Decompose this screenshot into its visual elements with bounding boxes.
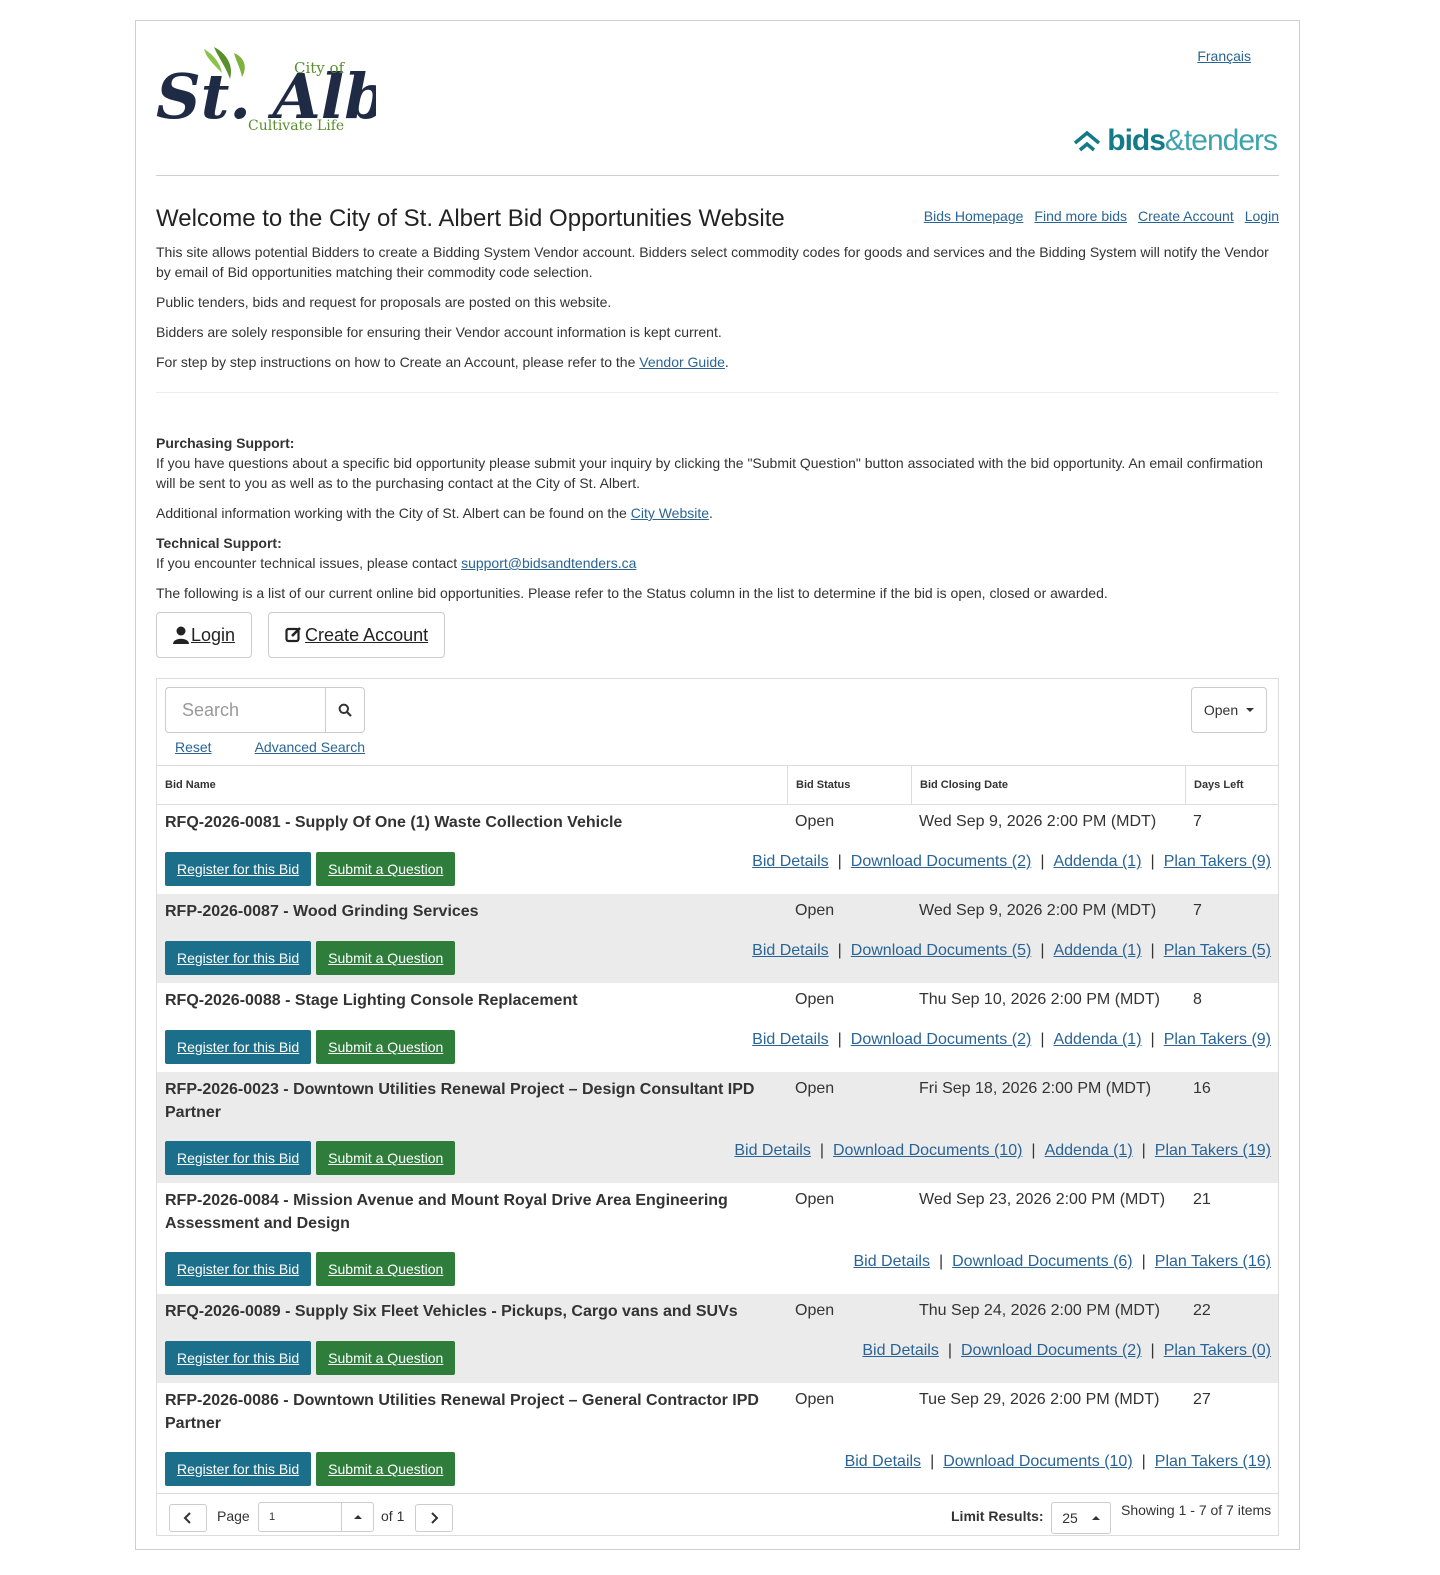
- bid-details-link[interactable]: Bid Details: [734, 1142, 811, 1159]
- row-links: [853, 1253, 1271, 1271]
- addenda-link[interactable]: Addenda (1): [1053, 1031, 1142, 1048]
- technical-support: [156, 533, 1279, 573]
- search-box: [165, 687, 365, 733]
- submit-question-label[interactable]: Submit a Question: [328, 1261, 444, 1277]
- submit-question-label[interactable]: Submit a Question: [328, 1461, 444, 1477]
- bid-status: Open: [795, 902, 835, 919]
- bid-status: Open: [795, 1080, 835, 1097]
- bid-name[interactable]: RFP-2026-0084 - Mission Avenue and Mount Royal Drive Area Engineering Assessment and Design: [165, 1192, 728, 1232]
- bid-name[interactable]: RFQ-2026-0089 - Supply Six Fleet Vehicles - Pickups, Cargo vans and SUVs: [165, 1303, 738, 1320]
- link-separator: |: [837, 942, 842, 959]
- link-separator: |: [930, 1453, 935, 1470]
- next-page-button[interactable]: [415, 1504, 453, 1532]
- link-separator: |: [1040, 853, 1045, 870]
- register-for-bid-label[interactable]: Register for this Bid: [177, 1461, 300, 1477]
- register-for-bid-label[interactable]: Register for this Bid: [177, 1039, 300, 1055]
- bid-status: Open: [795, 991, 835, 1008]
- link-separator: |: [1150, 942, 1155, 959]
- search-icon: [338, 703, 352, 717]
- page-number-value: 1: [269, 1511, 276, 1523]
- intro-paragraph-4: [156, 352, 1279, 372]
- bid-days-left: 16: [1193, 1080, 1211, 1097]
- create-account-button[interactable]: [268, 612, 445, 658]
- column-bid-status[interactable]: Bid Status: [787, 766, 911, 804]
- previous-page-button[interactable]: [169, 1504, 207, 1532]
- additional-info: [156, 503, 1279, 523]
- status-filter-dropdown[interactable]: [1191, 687, 1267, 733]
- page-title: Welcome to the City of St. Albert Bid Opportunities Website: [156, 205, 785, 232]
- city-website-link[interactable]: City Website: [630, 505, 710, 521]
- bid-details-link[interactable]: Bid Details: [752, 942, 829, 959]
- bid-closing-date: Fri Sep 18, 2026 2:00 PM (MDT): [919, 1080, 1152, 1097]
- bid-days-left: 22: [1193, 1302, 1211, 1319]
- download-documents-link[interactable]: Download Documents (6): [952, 1253, 1133, 1270]
- bid-list-intro: The following is a list of our current online bid opportunities. Please refer to the Status column in the list to determine if the bid is open, closed or awarded.: [156, 585, 1108, 601]
- link-separator: |: [837, 1031, 842, 1048]
- column-days-left[interactable]: Days Left: [1185, 766, 1278, 804]
- chevron-right-icon: [429, 1512, 439, 1524]
- search-links: [175, 739, 365, 755]
- download-documents-link[interactable]: Download Documents (2): [850, 1031, 1032, 1048]
- bid-days-left: 7: [1193, 902, 1202, 919]
- row-links: [752, 1031, 1271, 1049]
- register-for-bid-label[interactable]: Register for this Bid: [177, 1350, 300, 1366]
- row-actions: [165, 1341, 455, 1375]
- bid-days-left: 27: [1193, 1391, 1211, 1408]
- register-for-bid-label[interactable]: Register for this Bid: [177, 950, 300, 966]
- register-for-bid-button[interactable]: [165, 852, 311, 886]
- bid-details-link[interactable]: Bid Details: [853, 1253, 930, 1270]
- logo-tagline-text: Cultivate Life: [248, 118, 345, 133]
- table-row: [157, 1072, 1278, 1183]
- register-for-bid-button[interactable]: [165, 1252, 311, 1286]
- bid-closing-date: Wed Sep 9, 2026 2:00 PM (MDT): [919, 813, 1157, 830]
- page-spinner[interactable]: [341, 1503, 373, 1531]
- user-icon: [173, 626, 189, 644]
- link-separator: |: [837, 853, 842, 870]
- create-account-link[interactable]: Create Account: [1138, 208, 1234, 224]
- bid-status: Open: [795, 1191, 835, 1208]
- city-logo-graphic: [156, 43, 376, 133]
- link-separator: |: [1141, 1142, 1146, 1159]
- bid-details-link[interactable]: Bid Details: [862, 1342, 939, 1359]
- technical-support-prefix: If you encounter technical issues, please contact: [156, 555, 462, 571]
- bid-days-left: 7: [1193, 813, 1202, 830]
- row-links: [752, 942, 1271, 960]
- language-link[interactable]: Français: [1197, 48, 1251, 64]
- bid-closing-date: Wed Sep 23, 2026 2:00 PM (MDT): [919, 1191, 1166, 1208]
- limit-results-value: 25: [1062, 1510, 1078, 1526]
- row-actions: [165, 852, 455, 886]
- bid-details-link[interactable]: Bid Details: [844, 1453, 922, 1470]
- chevron-up-icon: [354, 1515, 362, 1519]
- register-for-bid-label[interactable]: Register for this Bid: [177, 1150, 300, 1166]
- submit-question-label[interactable]: Submit a Question: [328, 1039, 444, 1055]
- register-for-bid-label[interactable]: Register for this Bid: [177, 1261, 300, 1277]
- purchasing-support: [156, 433, 1279, 493]
- table-row: [157, 1183, 1278, 1294]
- page-label: Page: [217, 1508, 250, 1524]
- download-documents-link[interactable]: Download Documents (5): [850, 942, 1032, 959]
- table-row: [157, 1383, 1278, 1493]
- plan-takers-link[interactable]: Plan Takers (5): [1163, 942, 1271, 959]
- bid-status: Open: [795, 1391, 835, 1408]
- plan-takers-link[interactable]: Plan Takers (16): [1154, 1253, 1271, 1270]
- submit-question-button[interactable]: [316, 1141, 455, 1175]
- bt-tenders-word: &tenders: [1164, 124, 1277, 157]
- link-separator: |: [1141, 1453, 1146, 1470]
- row-links: [845, 1453, 1271, 1471]
- account-buttons: [156, 612, 445, 658]
- bid-closing-date: Thu Sep 24, 2026 2:00 PM (MDT): [919, 1302, 1160, 1319]
- link-separator: |: [1150, 1342, 1155, 1359]
- submit-question-label[interactable]: Submit a Question: [328, 950, 444, 966]
- vendor-guide-link[interactable]: Vendor Guide: [639, 354, 725, 370]
- bid-days-left: 8: [1193, 991, 1202, 1008]
- bids-homepage-link[interactable]: Bids Homepage: [923, 208, 1024, 224]
- link-separator: |: [1150, 853, 1155, 870]
- plan-takers-link[interactable]: Plan Takers (9): [1163, 853, 1271, 870]
- register-for-bid-button[interactable]: [165, 1341, 311, 1375]
- link-separator: |: [1040, 1031, 1045, 1048]
- vendor-guide-suffix: .: [724, 354, 729, 370]
- page-frame: [135, 20, 1300, 1550]
- search-input[interactable]: Search: [165, 687, 325, 733]
- submit-question-button[interactable]: [316, 941, 455, 975]
- table-row: [157, 805, 1278, 894]
- grid-toolbar: [157, 679, 1278, 765]
- support-section: [156, 433, 1279, 613]
- bids-grid: [156, 678, 1279, 1536]
- link-separator: |: [947, 1342, 952, 1359]
- bid-name[interactable]: RFQ-2026-0081 - Supply Of One (1) Waste Collection Vehicle: [165, 814, 623, 831]
- bid-details-link[interactable]: Bid Details: [752, 1031, 829, 1048]
- additional-info-suffix: .: [709, 505, 713, 521]
- bid-name[interactable]: RFP-2026-0023 - Downtown Utilities Renewal Project – Design Consultant IPD Partner: [165, 1081, 755, 1121]
- reset-link[interactable]: Reset: [175, 739, 212, 755]
- plan-takers-link[interactable]: Plan Takers (0): [1163, 1342, 1271, 1359]
- header-divider: [156, 175, 1279, 176]
- submit-question-button[interactable]: [316, 1452, 455, 1486]
- intro-paragraph-2: Public tenders, bids and request for proposals are posted on this website.: [156, 294, 612, 310]
- technical-support-heading: Technical Support:: [156, 535, 282, 551]
- row-actions: [165, 941, 455, 975]
- bid-status: Open: [795, 1302, 835, 1319]
- intro-paragraph-1: This site allows potential Bidders to create a Bidding System Vendor account. Bidders select commodity codes for goods and services and the Bidding System will notify the Vendor by email of Bid opportunities matching their commodity code selection.: [156, 244, 1269, 280]
- register-for-bid-button[interactable]: [165, 1030, 311, 1064]
- login-button-label[interactable]: Login: [191, 624, 236, 645]
- link-separator: |: [1141, 1253, 1146, 1270]
- register-for-bid-button[interactable]: [165, 1141, 311, 1175]
- city-logo[interactable]: [156, 43, 376, 133]
- edit-icon: [285, 626, 303, 644]
- submit-question-button[interactable]: [316, 1252, 455, 1286]
- register-for-bid-label[interactable]: Register for this Bid: [177, 861, 300, 877]
- bid-closing-date: Wed Sep 9, 2026 2:00 PM (MDT): [919, 902, 1157, 919]
- purchasing-support-heading: Purchasing Support:: [156, 435, 295, 451]
- link-separator: |: [1040, 942, 1045, 959]
- logo-city-of-text: City of: [294, 59, 345, 77]
- column-closing-date[interactable]: Bid Closing Date: [911, 766, 1185, 804]
- login-link[interactable]: Login: [1244, 208, 1279, 224]
- top-nav-links: [924, 208, 1279, 224]
- table-row: [157, 894, 1278, 983]
- bid-closing-date: Tue Sep 29, 2026 2:00 PM (MDT): [919, 1391, 1160, 1408]
- link-separator: |: [1031, 1142, 1036, 1159]
- page-number-input[interactable]: [258, 1502, 374, 1532]
- download-documents-link[interactable]: Download Documents (2): [850, 853, 1032, 870]
- grid-pager: [157, 1493, 1278, 1535]
- bid-name[interactable]: RFQ-2026-0088 - Stage Lighting Console Replacement: [165, 992, 578, 1009]
- row-actions: [165, 1452, 455, 1486]
- register-for-bid-button[interactable]: [165, 1452, 311, 1486]
- intro-divider: [156, 392, 1279, 393]
- login-button[interactable]: [156, 612, 252, 658]
- purchasing-support-text: If you have questions about a specific bid opportunity please submit your inquiry by clicking the "Submit Question" button associated with the bid opportunity. An email confirmation will be sent to you as well as to the purchasing contact at the City of St. Albert.: [156, 455, 1263, 491]
- plan-takers-link[interactable]: Plan Takers (19): [1154, 1453, 1271, 1470]
- row-links: [734, 1142, 1271, 1160]
- table-row: [157, 1294, 1278, 1383]
- register-for-bid-button[interactable]: [165, 941, 311, 975]
- table-row: [157, 983, 1278, 1072]
- bid-name[interactable]: RFP-2026-0087 - Wood Grinding Services: [165, 903, 479, 920]
- bid-status: Open: [795, 813, 835, 830]
- link-separator: |: [819, 1142, 824, 1159]
- find-more-bids-link[interactable]: Find more bids: [1034, 208, 1127, 224]
- logo-st-albert-text: St. Al: [156, 60, 345, 133]
- bid-details-link[interactable]: Bid Details: [752, 853, 829, 870]
- vendor-guide-prefix: For step by step instructions on how to Create an Account, please refer to the: [156, 354, 640, 370]
- submit-question-button[interactable]: [316, 1030, 455, 1064]
- submit-question-button[interactable]: [316, 852, 455, 886]
- intro-paragraph-3: Bidders are solely responsible for ensuring their Vendor account information is kept current.: [156, 324, 722, 340]
- link-separator: |: [1150, 1031, 1155, 1048]
- search-button[interactable]: [325, 687, 365, 733]
- plan-takers-link[interactable]: Plan Takers (9): [1163, 1031, 1271, 1048]
- intro-text: [156, 242, 1279, 382]
- showing-items-text: Showing 1 - 7 of 7 items: [1121, 1502, 1272, 1518]
- bids-and-tenders-logo: [1073, 121, 1277, 161]
- row-actions: [165, 1030, 455, 1064]
- additional-info-prefix: Additional information working with the City of St. Albert can be found on the: [156, 505, 631, 521]
- create-account-button-label[interactable]: Create Account: [305, 624, 429, 645]
- bids-tenders-chevron-icon: [1073, 129, 1101, 153]
- bt-bids-word: bids: [1107, 124, 1165, 157]
- bid-name[interactable]: RFP-2026-0086 - Downtown Utilities Renewal Project – General Contractor IPD Partner: [165, 1392, 759, 1432]
- bid-closing-date: Thu Sep 10, 2026 2:00 PM (MDT): [919, 991, 1160, 1008]
- bids-tenders-wordmark: [1107, 124, 1277, 158]
- chevron-down-icon: [1246, 708, 1254, 712]
- advanced-search-link[interactable]: Advanced Search: [254, 739, 366, 755]
- link-separator: |: [938, 1253, 944, 1270]
- download-documents-link[interactable]: Download Documents (10): [943, 1453, 1133, 1470]
- submit-question-label[interactable]: Submit a Question: [328, 861, 444, 877]
- row-links: [752, 853, 1271, 871]
- limit-results-dropdown[interactable]: [1051, 1502, 1111, 1534]
- download-documents-link[interactable]: Download Documents (10): [833, 1142, 1023, 1159]
- submit-question-label[interactable]: Submit a Question: [328, 1350, 444, 1366]
- column-bid-name[interactable]: Bid Name: [165, 779, 216, 791]
- addenda-link[interactable]: Addenda (1): [1053, 942, 1142, 959]
- chevron-left-icon: [183, 1512, 193, 1524]
- submit-question-label[interactable]: Submit a Question: [328, 1150, 444, 1166]
- row-actions: [165, 1141, 455, 1175]
- row-actions: [165, 1252, 455, 1286]
- submit-question-button[interactable]: [316, 1341, 455, 1375]
- limit-results-label: Limit Results:: [951, 1508, 1044, 1524]
- row-links: [862, 1342, 1271, 1360]
- download-documents-link[interactable]: Download Documents (2): [961, 1342, 1142, 1359]
- plan-takers-link[interactable]: Plan Takers (19): [1154, 1142, 1271, 1159]
- grid-header: [157, 765, 1278, 805]
- bid-days-left: 21: [1193, 1191, 1211, 1208]
- page-count-label: of 1: [381, 1508, 405, 1524]
- status-filter-value: Open: [1203, 702, 1239, 718]
- addenda-link[interactable]: Addenda (1): [1044, 1142, 1133, 1159]
- chevron-up-icon: [1092, 1516, 1100, 1520]
- addenda-link[interactable]: Addenda (1): [1053, 853, 1142, 870]
- support-email-link[interactable]: support@bidsandtenders.ca: [461, 555, 637, 571]
